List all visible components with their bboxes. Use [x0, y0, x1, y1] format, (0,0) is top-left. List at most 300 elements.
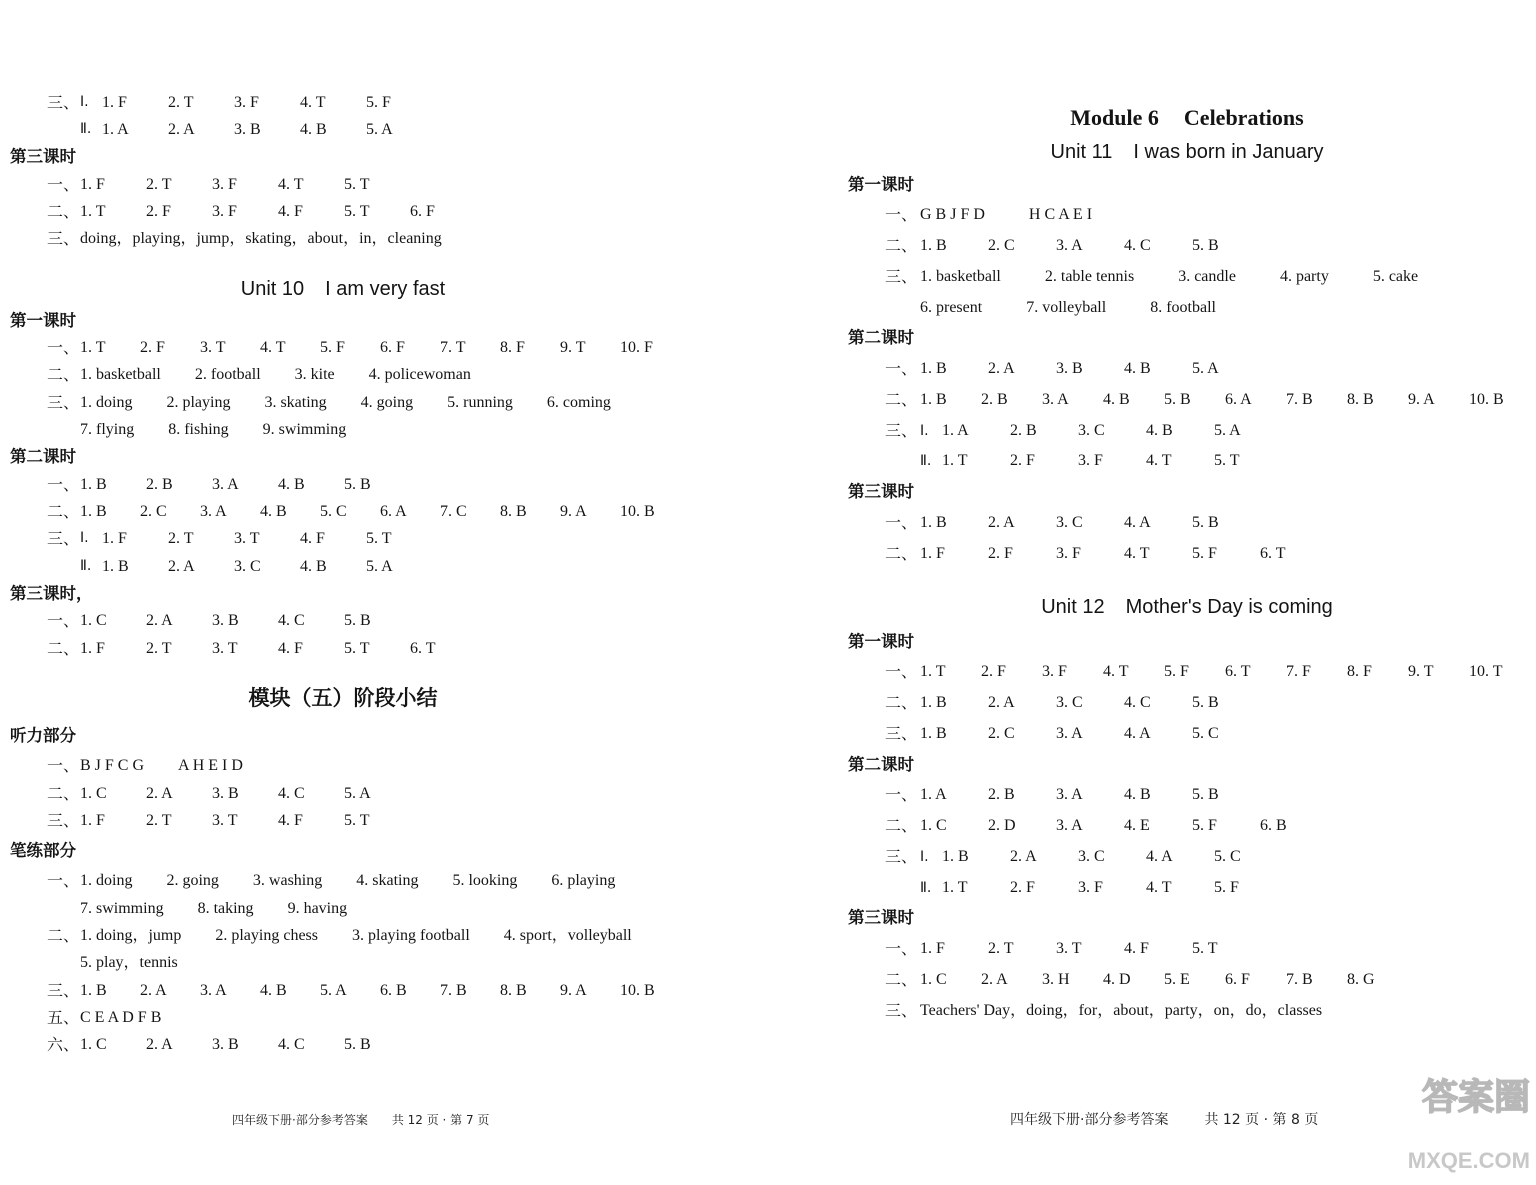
answer-item: 3. skating: [264, 393, 327, 411]
left-answer-page: [10, 89, 676, 1059]
answer-item: 1. A: [920, 786, 947, 804]
answer-item: 1. F: [920, 940, 945, 958]
unit-heading: [10, 253, 676, 307]
answer-item: 1. B: [80, 502, 107, 520]
answer-item: 5. T: [344, 639, 370, 657]
answer-item: 6. F: [1225, 970, 1250, 988]
session-label: 第二课时: [848, 328, 914, 348]
answer-item: 4. C: [278, 612, 305, 630]
answer-item: 3. candle: [1178, 267, 1236, 285]
answer-item: 9. swimming: [262, 420, 347, 438]
answer-item: 1. B: [920, 360, 947, 378]
answer-line: [10, 867, 676, 894]
answer-item: 3. B: [1056, 360, 1083, 378]
answer-item: 1. basketball: [80, 366, 161, 384]
answer-item: 8. G: [1347, 970, 1375, 988]
part-number: Ⅰ.: [80, 530, 89, 547]
question-number: 一、: [885, 939, 918, 959]
answer-item: 7. B: [440, 981, 467, 999]
answer-item: 1. C: [80, 784, 107, 802]
answer-item: 5. A: [320, 981, 347, 999]
answer-item: 3. C: [1056, 694, 1083, 712]
answer-item: 3. C: [1056, 513, 1083, 531]
question-number: 二、: [47, 783, 80, 803]
answer-item: 6. B: [1260, 817, 1287, 835]
answer-item: 2. C: [988, 237, 1015, 255]
part-number: Ⅱ.: [80, 120, 92, 137]
answer-item: 5. T: [344, 202, 370, 220]
answer-item: 1. C: [80, 1036, 107, 1054]
answer-item: 1. doing，jump: [80, 926, 182, 944]
answer-item: 1. T: [942, 452, 968, 470]
answer-item: 4. B: [260, 981, 287, 999]
answer-item: 7. T: [440, 338, 466, 356]
footer-page-number: 共 12 页 · 第 7 页: [391, 1113, 490, 1127]
answer-line: [848, 657, 1526, 688]
answer-item: 4. T: [1124, 544, 1150, 562]
answer-item: 4. C: [278, 1036, 305, 1054]
answer-item: 2. C: [140, 502, 167, 520]
footer-book-title: 四年级下册·部分参考答案: [1010, 1112, 1169, 1128]
answer-item: 6. T: [1225, 663, 1251, 681]
unit-title: I was born in January: [1133, 141, 1324, 163]
answer-line: [10, 225, 676, 252]
answer-item: 2. F: [1010, 452, 1035, 470]
answer-item: 5. F: [366, 93, 391, 111]
answer-line: [10, 1031, 676, 1058]
footer-page-number: 共 12 页 · 第 8 页: [1204, 1112, 1319, 1128]
question-number: 二、: [47, 925, 80, 945]
answer-item: 5. B: [1164, 390, 1191, 408]
answer-item: 6. T: [1260, 544, 1286, 562]
answer-item: 5. B: [1192, 513, 1219, 531]
session-label: 第一课时: [848, 631, 914, 651]
answer-item: 4. B: [1103, 390, 1130, 408]
answer-item: 2. F: [981, 663, 1006, 681]
question-number: 一、: [885, 785, 918, 805]
answer-line: [10, 116, 676, 143]
answer-item: 2. A: [988, 360, 1015, 378]
answer-item: 3. F: [212, 202, 237, 220]
part-number: Ⅰ.: [920, 848, 929, 865]
answer-item: 4. B: [300, 557, 327, 575]
answer-line: [848, 719, 1526, 750]
answer-item: 2. A: [168, 557, 195, 575]
answer-item: 5. B: [344, 612, 371, 630]
answer-item: 5. A: [344, 784, 371, 802]
answer-item: 8. F: [1347, 663, 1372, 681]
session-label: 第二课时: [10, 447, 76, 467]
answer-line: [848, 293, 1526, 324]
answer-item: 5. F: [1164, 663, 1189, 681]
answer-line: [10, 334, 676, 361]
answer-item: 8. B: [1347, 390, 1374, 408]
answer-item: 2. football: [194, 366, 261, 384]
question-number: 一、: [47, 871, 80, 891]
answer-line: [848, 446, 1526, 477]
answer-item: 10. B: [620, 502, 655, 520]
unit-heading: [848, 569, 1526, 626]
question-number: 六、: [47, 1035, 80, 1055]
watermark-logo-text: 答案圈: [1421, 1077, 1530, 1118]
answer-item: 2. playing: [166, 393, 231, 411]
answer-item: 4. T: [260, 338, 286, 356]
answer-line: [848, 385, 1526, 416]
answer-item: 1. C: [80, 612, 107, 630]
answer-item: G B J F D: [920, 206, 985, 224]
answer-line: [10, 198, 676, 225]
answer-item: 7. B: [1286, 390, 1313, 408]
answer-item: Teachers' Day，doing，for，about，party，on，do，classes: [920, 1001, 1323, 1019]
answer-item: 4. F: [1124, 940, 1149, 958]
question-number: 一、: [885, 512, 918, 532]
unit-number: Unit 10: [240, 277, 305, 300]
question-number: 一、: [885, 662, 918, 682]
answer-item: 1. F: [80, 175, 105, 193]
unit-number: Unit 12: [1041, 596, 1105, 619]
answer-item: 6. F: [410, 202, 435, 220]
answer-item: 3. B: [212, 784, 239, 802]
answer-line: [848, 811, 1526, 842]
answer-item: 5. running: [447, 393, 513, 411]
answer-item: 5. A: [366, 120, 393, 138]
part-number: Ⅱ.: [80, 557, 92, 574]
answer-line: [848, 539, 1526, 570]
part-label: 笔练部分: [10, 841, 76, 861]
question-number: 三、: [47, 980, 80, 1000]
answer-item: 2. A: [988, 694, 1015, 712]
answer-line: [848, 354, 1526, 385]
part-number: Ⅱ.: [920, 879, 932, 896]
answer-item: 3. B: [212, 612, 239, 630]
question-number: 二、: [47, 501, 80, 521]
answer-item: 4. T: [1103, 663, 1129, 681]
answer-item: 3. B: [234, 120, 261, 138]
answer-item: 3. F: [1042, 663, 1067, 681]
answer-item: B J F C G: [80, 757, 145, 775]
answer-item: 7. flying: [80, 420, 135, 438]
answer-item: 3. C: [1078, 847, 1105, 865]
answer-item: 3. F: [1056, 544, 1081, 562]
question-number: 三、: [47, 229, 80, 249]
answer-line: [848, 996, 1526, 1027]
answer-item: 1. F: [920, 544, 945, 562]
answer-line: [848, 416, 1526, 447]
question-number: 一、: [47, 174, 80, 194]
answer-line: [10, 553, 676, 580]
answer-line: [10, 498, 676, 525]
answer-item: 5. looking: [452, 872, 518, 890]
question-number: 三、: [47, 529, 80, 549]
answer-line: [848, 873, 1526, 904]
answer-item: 2. A: [146, 784, 173, 802]
answer-line: [10, 922, 676, 949]
answer-item: 1. doing: [80, 393, 133, 411]
question-number: 一、: [47, 756, 80, 776]
answer-item: 5. T: [344, 175, 370, 193]
answer-item: 4. C: [1124, 694, 1151, 712]
answer-item: 2. A: [168, 120, 195, 138]
module-number: Module 6: [1070, 105, 1159, 130]
answer-item: 1. B: [920, 237, 947, 255]
answer-line: [848, 688, 1526, 719]
answer-item: 4. going: [360, 393, 414, 411]
question-number: 三、: [885, 723, 918, 743]
answer-item: 5. F: [1192, 817, 1217, 835]
answer-item: 2. A: [146, 612, 173, 630]
answer-line: [10, 752, 676, 779]
answer-item: C E A D F B: [80, 1008, 162, 1026]
question-number: 二、: [885, 693, 918, 713]
answer-item: 4. F: [278, 811, 303, 829]
question-number: 三、: [47, 392, 80, 412]
question-number: 一、: [885, 205, 918, 225]
answer-item: 2. B: [1010, 421, 1037, 439]
question-number: 三、: [47, 92, 80, 112]
answer-item: 3. A: [200, 981, 227, 999]
answer-line: [10, 807, 676, 834]
answer-item: 4. C: [1124, 237, 1151, 255]
answer-item: 2. F: [140, 338, 165, 356]
answer-item: 3. T: [1056, 940, 1082, 958]
answer-item: 3. B: [212, 1036, 239, 1054]
answer-item: 7. swimming: [80, 899, 164, 917]
session-label: 第三课时: [848, 482, 914, 502]
answer-item: 1. basketball: [920, 267, 1001, 285]
answer-item: 5. cake: [1372, 267, 1419, 285]
part-label: 听力部分: [10, 726, 76, 746]
answer-line: [10, 607, 676, 634]
answer-item: 6. coming: [546, 393, 611, 411]
answer-item: 1. A: [102, 120, 129, 138]
answer-item: 10. F: [620, 338, 653, 356]
answer-item: 2. B: [146, 475, 173, 493]
answer-item: 1. A: [942, 421, 969, 439]
answer-item: 1. T: [920, 663, 946, 681]
answer-item: 7. C: [440, 502, 467, 520]
answer-item: 8. B: [500, 981, 527, 999]
answer-item: 2. A: [981, 970, 1008, 988]
answer-item: 5. F: [320, 338, 345, 356]
answer-item: 4. T: [1146, 878, 1172, 896]
stage-review-heading: 模块（五）阶段小结: [248, 685, 438, 710]
answer-item: 4. T: [1146, 452, 1172, 470]
question-number: 二、: [885, 543, 918, 563]
part-number: Ⅰ.: [920, 422, 929, 439]
question-number: 三、: [885, 846, 918, 866]
answer-item: 2. going: [166, 872, 219, 890]
answer-item: 1. T: [80, 338, 106, 356]
answer-line: [848, 508, 1526, 539]
question-number: 三、: [47, 810, 80, 830]
answer-item: 1. B: [920, 390, 947, 408]
answer-item: 2. T: [146, 811, 172, 829]
answer-item: 4. B: [300, 120, 327, 138]
answer-item: 6. present: [920, 298, 983, 316]
answer-item: 1. B: [80, 981, 107, 999]
answer-item: 3. kite: [294, 366, 335, 384]
question-number: 三、: [885, 420, 918, 440]
watermark-site: MXQE.COM: [1407, 1148, 1530, 1173]
answer-item: 4. B: [278, 475, 305, 493]
answer-item: 3. A: [200, 502, 227, 520]
answer-item: 2. playing chess: [215, 926, 318, 944]
answer-item: 2. F: [146, 202, 171, 220]
answer-item: 1. F: [102, 530, 127, 548]
answer-item: 3. A: [1056, 817, 1083, 835]
answer-item: 3. F: [234, 93, 259, 111]
answer-item: 1. T: [80, 202, 106, 220]
answer-item: 9. A: [560, 502, 587, 520]
answer-item: 5. B: [344, 1036, 371, 1054]
answer-item: 6. A: [380, 502, 407, 520]
answer-item: 3. C: [234, 557, 261, 575]
answer-line: [10, 1004, 676, 1031]
answer-item: 4. E: [1124, 817, 1150, 835]
answer-line: [10, 977, 676, 1004]
answer-line: [848, 934, 1526, 965]
question-number: 三、: [885, 266, 918, 286]
answer-item: 3. C: [1078, 421, 1105, 439]
answer-item: 10. B: [620, 981, 655, 999]
answer-item: A H E I D: [178, 757, 243, 775]
answer-line: [10, 949, 676, 976]
answer-item: 4. B: [1124, 786, 1151, 804]
unit-title: Mother's Day is coming: [1125, 596, 1333, 619]
answer-item: 9. A: [1408, 390, 1435, 408]
answer-item: 1. B: [80, 475, 107, 493]
answer-item: 3. A: [1056, 724, 1083, 742]
answer-item: doing，playing，jump，skating，about，in，cleaning: [80, 230, 442, 248]
question-number: 二、: [885, 236, 918, 256]
answer-item: 2. T: [146, 175, 172, 193]
answer-item: 1. C: [920, 970, 947, 988]
answer-line: [10, 525, 676, 552]
answer-item: 5. T: [1192, 940, 1218, 958]
answer-item: 4. B: [260, 502, 287, 520]
question-number: 一、: [47, 611, 80, 631]
answer-line: [848, 965, 1526, 996]
answer-item: 6. T: [410, 639, 436, 657]
question-number: 一、: [885, 359, 918, 379]
question-number: 一、: [47, 474, 80, 494]
question-number: 二、: [47, 365, 80, 385]
answer-item: 3. F: [1078, 452, 1103, 470]
answer-item: 5. B: [1192, 694, 1219, 712]
answer-item: 1. T: [942, 878, 968, 896]
answer-item: 10. T: [1469, 663, 1503, 681]
answer-item: 10. B: [1469, 390, 1504, 408]
answer-item: 3. F: [1078, 878, 1103, 896]
answer-item: 2. D: [988, 817, 1016, 835]
answer-line: [10, 389, 676, 416]
module-heading: [848, 100, 1526, 136]
answer-item: 4. C: [278, 784, 305, 802]
answer-item: 4. A: [1124, 724, 1151, 742]
answer-item: 5. B: [1192, 237, 1219, 255]
answer-item: 2. T: [146, 639, 172, 657]
session-label: 第三课时: [10, 147, 76, 167]
answer-item: 5. play，tennis: [80, 954, 178, 972]
answer-item: 2. A: [988, 513, 1015, 531]
answer-item: 4. B: [1146, 421, 1173, 439]
answer-item: 4. T: [278, 175, 304, 193]
unit-title: I am very fast: [325, 277, 446, 300]
answer-item: 2. B: [988, 786, 1015, 804]
answer-item: 2. C: [988, 724, 1015, 742]
answer-item: 3. T: [200, 338, 226, 356]
answer-item: 7. B: [1286, 970, 1313, 988]
answer-item: H C A E I: [1028, 206, 1093, 224]
answer-item: 5. B: [1192, 786, 1219, 804]
answer-item: 3. F: [212, 175, 237, 193]
answer-item: 5. A: [366, 557, 393, 575]
question-number: 五、: [47, 1007, 80, 1027]
answer-item: 7. volleyball: [1026, 298, 1107, 316]
session-label: 第三课时，: [10, 583, 93, 603]
unit-heading: [848, 136, 1526, 170]
question-number: 一、: [47, 337, 80, 357]
answer-item: 4. F: [278, 202, 303, 220]
answer-item: 9. T: [1408, 663, 1434, 681]
answer-item: 4. F: [278, 639, 303, 657]
answer-item: 5. E: [1164, 970, 1190, 988]
answer-item: 3. T: [234, 530, 260, 548]
answer-item: 3. H: [1042, 970, 1070, 988]
answer-item: 5. C: [320, 502, 347, 520]
question-number: 二、: [885, 816, 918, 836]
answer-line: [848, 200, 1526, 231]
answer-item: 1. doing: [80, 872, 133, 890]
answer-item: 1. C: [920, 817, 947, 835]
answer-item: 1. B: [102, 557, 129, 575]
answer-item: 4. D: [1103, 970, 1131, 988]
question-number: 二、: [885, 389, 918, 409]
answer-item: 4. F: [300, 530, 325, 548]
answer-item: 4. policewoman: [368, 366, 471, 384]
part-number: Ⅱ.: [920, 453, 932, 470]
answer-item: 2. T: [168, 530, 194, 548]
answer-item: 2. A: [1010, 847, 1037, 865]
session-label: 第一课时: [10, 310, 76, 330]
answer-item: 5. A: [1192, 360, 1219, 378]
answer-line: [10, 895, 676, 922]
question-number: 二、: [47, 201, 80, 221]
unit-number: Unit 11: [1050, 141, 1113, 163]
answer-item: 9. T: [560, 338, 586, 356]
answer-item: 4. A: [1146, 847, 1173, 865]
answer-item: 5. T: [1214, 452, 1240, 470]
answer-item: 2. F: [1010, 878, 1035, 896]
answer-item: 1. B: [920, 694, 947, 712]
answer-line: [848, 842, 1526, 873]
answer-item: 5. B: [344, 475, 371, 493]
question-number: 二、: [47, 638, 80, 658]
answer-item: 5. T: [366, 530, 392, 548]
session-label: 第二课时: [848, 754, 914, 774]
answer-line: [848, 780, 1526, 811]
part-number: Ⅰ.: [80, 93, 89, 110]
answer-line: [848, 262, 1526, 293]
answer-item: 2. table tennis: [1044, 267, 1135, 285]
left-page-footer: [232, 1111, 489, 1129]
answer-item: 6. B: [380, 981, 407, 999]
answer-item: 3. A: [1042, 390, 1069, 408]
answer-item: 6. playing: [551, 872, 616, 890]
answer-line: [10, 780, 676, 807]
answer-item: 5. F: [1214, 878, 1239, 896]
answer-item: 8. fishing: [168, 420, 229, 438]
